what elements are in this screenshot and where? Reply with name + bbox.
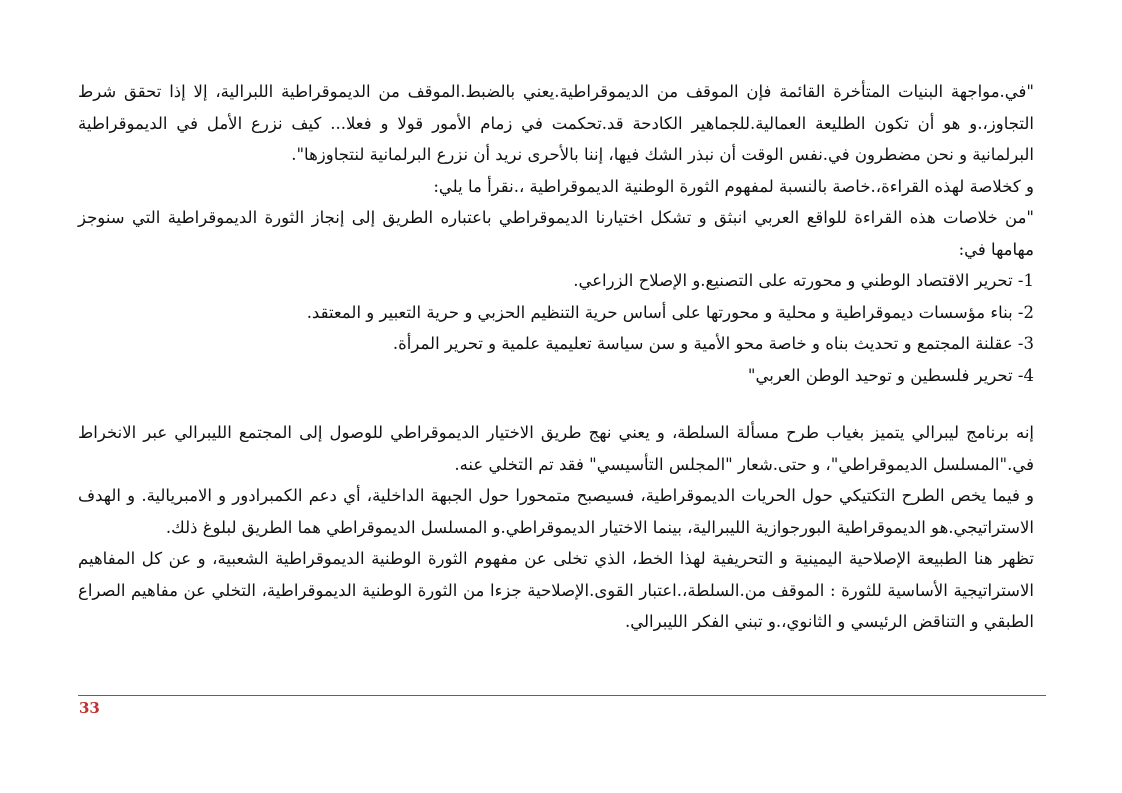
tasks-list: [78, 265, 1046, 391]
footer-rule: [78, 695, 1046, 696]
page-number: 33: [79, 699, 100, 717]
list-item: 3- عقلنة المجتمع و تحديث بناه و خاصة محو الأمية و سن سياسة تعليمية علمية و تحرير المرأة.: [392, 334, 1034, 353]
document-body: [78, 76, 1046, 638]
paragraph-quote-1: "في.مواجهة البنيات المتأخرة القائمة فإن الموقف من الديموقراطية.يعني بالضبط.الموقف من الديموقراطية اللبرالية، إلا إذا تحقق شرط التجاوز،.و هو أن تكون الطليعة العمالية.للجماهير الكادحة قد.تحكمت في زمام الأمور قولا و فعلا... كيف نزرع الأمل في الديموقراطية البرلمانية و نحن مضطرون في.نفس الوقت أن نبذر الشك فيها، إننا بالأحرى نريد أن نزرع البرلمانية لنتجاوزها".: [78, 82, 1034, 164]
section-gap: [78, 391, 1046, 417]
paragraph-tactics: و فيما يخص الطرح التكتيكي حول الحريات الديموقراطية، فسيصبح متمحورا حول الجبهة الداخلية، أي دعم الكمبرادور و الامبريالية. و الهدف الاستراتيجي.هو الديموقراطية البورجوازية الليبرالية، بينما الاختيار الديموقراطي.و المسلسل الديموقراطي هما الطريق لبلوغ ذلك.: [78, 486, 1034, 537]
paragraph-quote-2: "من خلاصات هذه القراءة للواقع العربي انبثق و تشكل اختيارنا الديموقراطي باعتباره الطريق إلى إنجاز الثورة الديموقراطية التي سنوجز مهامها في:: [78, 208, 1034, 259]
list-item: 1- تحرير الاقتصاد الوطني و محورته على التصنيع.و الإصلاح الزراعي.: [573, 271, 1034, 290]
paragraph-liberal-program: إنه برنامج ليبرالي يتميز بغياب طرح مسألة السلطة، و يعني نهج طريق الاختيار الديموقراطي للوصول إلى المجتمع الليبرالي عبر الانخراط في."المسلسل الديموقراطي"، و حتى.شعار "المجلس التأسيسي" فقد تم التخلي عنه.: [78, 423, 1035, 474]
paragraph-summary: و كخلاصة لهذه القراءة،.خاصة بالنسبة لمفهوم الثورة الوطنية الديموقراطية ،.نقرأ ما يلي:: [433, 176, 1034, 196]
paragraph-reformism: تظهر هنا الطبيعة الإصلاحية اليمينية و التحريفية لهذا الخط، الذي تخلى عن مفهوم الثورة الوطنية الديموقراطية الشعبية، و عن كل المفاهيم الاستراتيجية الأساسية للثورة : الموقف من.السلطة،.اعتبار القوى.الإصلاحية جزءا من الثورة الوطنية الديموقراطية، التخلي عن مفاهيم الصراع الطبقي و التناقض الرئيسي و الثانوي،.و تبني الفكر الليبرالي.: [78, 549, 1034, 631]
list-item: 4- تحرير فلسطين و توحيد الوطن العربي": [747, 365, 1034, 385]
list-item: 2- بناء مؤسسات ديموقراطية و محلية و محورتها على أساس حرية التنظيم الحزبي و حرية التعبير و المعتقد.: [306, 302, 1034, 322]
